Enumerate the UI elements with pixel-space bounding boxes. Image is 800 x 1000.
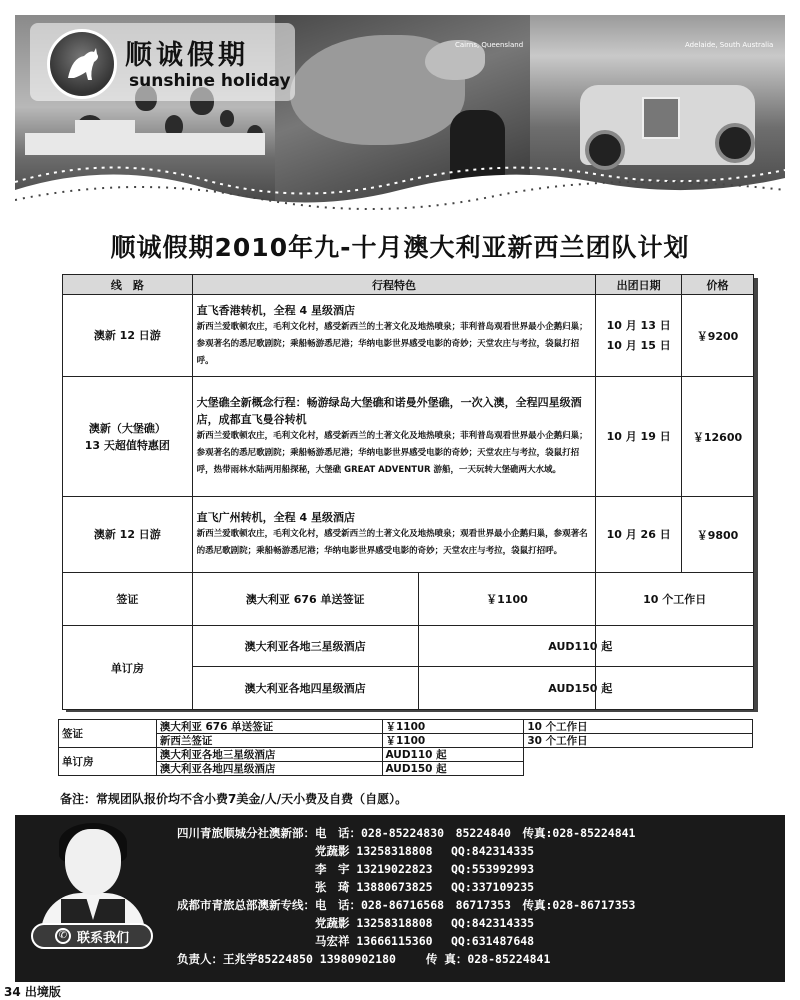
table-row — [63, 377, 754, 497]
visa-duration: 10 个工作日 — [596, 573, 754, 626]
tour-price: ￥9200 — [682, 295, 754, 377]
visa-price: ￥1100 — [486, 593, 528, 606]
route-name — [63, 377, 193, 497]
tour-description — [192, 295, 596, 377]
empty-cell — [524, 748, 753, 762]
table-row — [63, 497, 754, 573]
hotel-item: 澳大利亚各地三星级酒店 — [193, 626, 419, 666]
tour-highlight: 大堡礁全新概念行程：畅游绿岛大堡礁和诺曼外堡礁，一次入澳，全程四星级酒店，成都直飞曼谷转机 — [196, 396, 582, 426]
contact-us-button[interactable] — [31, 923, 153, 949]
table-row — [63, 295, 754, 377]
route-name-line: 澳新（大堡礁） — [88, 421, 166, 435]
contact-line: 党蔬影 13258318808 QQ:842314335 — [177, 916, 535, 930]
contact-line: 马宏祥 13666115360 QQ:631487648 — [177, 934, 535, 948]
page-title: 顺诚假期2010年九-十月澳大利亚新西兰团队计划 — [110, 233, 690, 262]
hotel-price: AUD110 起 — [382, 748, 524, 762]
visa-label: 签证 — [59, 720, 157, 748]
table-row — [63, 626, 754, 667]
brand-name-cn: 顺诚假期 — [125, 40, 249, 71]
kangaroo-icon — [47, 29, 117, 99]
tour-itinerary: 新西兰爱歌顿农庄，毛利文化村，感受新西兰的土著文化及地热喷泉；菲利普岛观看世界最小企鹅归巢；参观著名的悉尼歌剧院；乘船畅游悉尼港；华纳电影世界感受电影的奇妙；天堂农庄与考拉，袋鼠打招呼，热带雨林水陆两用船探秘，大堡礁 GREAT ADVENTUR 游船，一天玩转大堡礁两大水域。 — [196, 431, 588, 475]
tour-price: ￥9800 — [682, 497, 754, 573]
header-banner — [15, 15, 785, 220]
table-row — [59, 762, 753, 776]
price-note: 备注：常规团队报价均不含小费7美金/人/天小费及自费（自愿）。 — [60, 792, 408, 806]
contact-line: 负责人：王兆学85224850 13980902180 传 真：028-85224841 — [177, 952, 551, 966]
hotel-price: AUD110 起 — [548, 626, 706, 667]
departure-date: 10 月 26 日 — [596, 497, 682, 573]
visa-item: 澳大利亚 676 单送签证 — [156, 720, 382, 734]
contact-line: 李 宇 13219022823 QQ:553992993 — [177, 862, 535, 876]
visa-item: 新西兰签证 — [156, 734, 382, 748]
price-summary-table — [58, 719, 753, 776]
empty-cell — [524, 762, 753, 776]
visa-price: ￥1100 — [382, 720, 524, 734]
visa-duration: 10 个工作日 — [524, 720, 753, 734]
contact-us-label: 联系我们 — [76, 930, 129, 946]
column-header-date: 出团日期 — [596, 275, 682, 295]
column-header-features: 行程特色 — [192, 275, 596, 295]
hotel-label: 单订房 — [59, 748, 157, 776]
photo-caption: Adelaide, South Australia — [685, 41, 774, 49]
route-name: 澳新 12 日游 — [63, 295, 193, 377]
contact-section — [15, 815, 785, 982]
tour-schedule-table — [62, 274, 754, 710]
route-name: 澳新 12 日游 — [63, 497, 193, 573]
decorative-wave — [15, 160, 785, 220]
contact-line: 四川青旅顺城分社澳新部：电 话：028-85224830 85224840 传真:028-85224841 — [177, 826, 636, 840]
contact-line: 张 琦 13880673825 QQ:337109235 — [177, 880, 535, 894]
table-row — [59, 734, 753, 748]
table-row — [63, 573, 754, 626]
tour-description — [192, 377, 596, 497]
tour-highlight: 直飞广州转机，全程 4 星级酒店 — [196, 511, 355, 524]
hotel-label: 单订房 — [63, 626, 193, 710]
hotel-item: 澳大利亚各地四星级酒店 — [193, 667, 419, 709]
column-header-route: 线 路 — [63, 275, 193, 295]
tour-highlight: 直飞香港转机，全程 4 星级酒店 — [196, 303, 355, 317]
visa-item: 澳大利亚 676 单送签证 — [193, 573, 419, 625]
hotel-price: AUD150 起 — [548, 667, 706, 710]
phone-icon: ✆ — [55, 928, 71, 944]
brand-logo — [37, 27, 297, 112]
tour-itinerary: 新西兰爱歌顿农庄，毛利文化村，感受新西兰的土著文化及地热喷泉；菲利普岛观看世界最小企鹅归巢；参观著名的悉尼歌剧院；乘船畅游悉尼港；华纳电影世界感受电影的奇妙；天堂农庄与考拉，袋鼠打招呼。 — [196, 321, 588, 366]
contact-line: 成都市青旅总部澳新专线：电 话：028-86716568 86717353 传真:028-86717353 — [177, 898, 636, 912]
column-header-price: 价格 — [682, 275, 754, 295]
tour-itinerary: 新西兰爱歌顿农庄，毛利文化村，感受新西兰的土著文化及地热喷泉；观看世界最小企鹅归巢，参观著名的悉尼歌剧院；乘船畅游悉尼港；华纳电影世界感受电影的奇妙；天堂农庄与考拉，袋鼠打招呼。 — [196, 529, 588, 556]
page-number: 34 出境版 — [4, 985, 61, 999]
hotel-item: 澳大利亚各地三星级酒店 — [156, 748, 382, 762]
contact-line: 党蔬影 13258318808 QQ:842314335 — [177, 844, 535, 858]
visa-details — [192, 573, 596, 626]
tour-description — [192, 497, 596, 573]
hotel-item: 澳大利亚各地四星级酒店 — [156, 762, 382, 776]
departure-date: 10 月 19 日 — [596, 377, 682, 497]
departure-date: 10 月 15 日 — [606, 338, 671, 352]
table-header-row — [63, 275, 754, 295]
table-row — [59, 748, 753, 762]
departure-dates — [596, 295, 682, 377]
hotel-details — [192, 667, 596, 710]
visa-price: ￥1100 — [382, 734, 524, 748]
photo-caption: Cairns, Queensland — [455, 41, 524, 49]
route-name-line: 13 天超值特惠团 — [84, 438, 170, 452]
visa-label: 签证 — [63, 573, 193, 626]
visa-duration: 30 个工作日 — [524, 734, 753, 748]
hotel-price: AUD150 起 — [382, 762, 524, 776]
table-row — [59, 720, 753, 734]
tour-price: ￥12600 — [682, 377, 754, 497]
brand-name-en: sunshine holiday — [129, 71, 291, 91]
hotel-details — [192, 626, 596, 667]
departure-date: 10 月 13 日 — [606, 318, 671, 332]
